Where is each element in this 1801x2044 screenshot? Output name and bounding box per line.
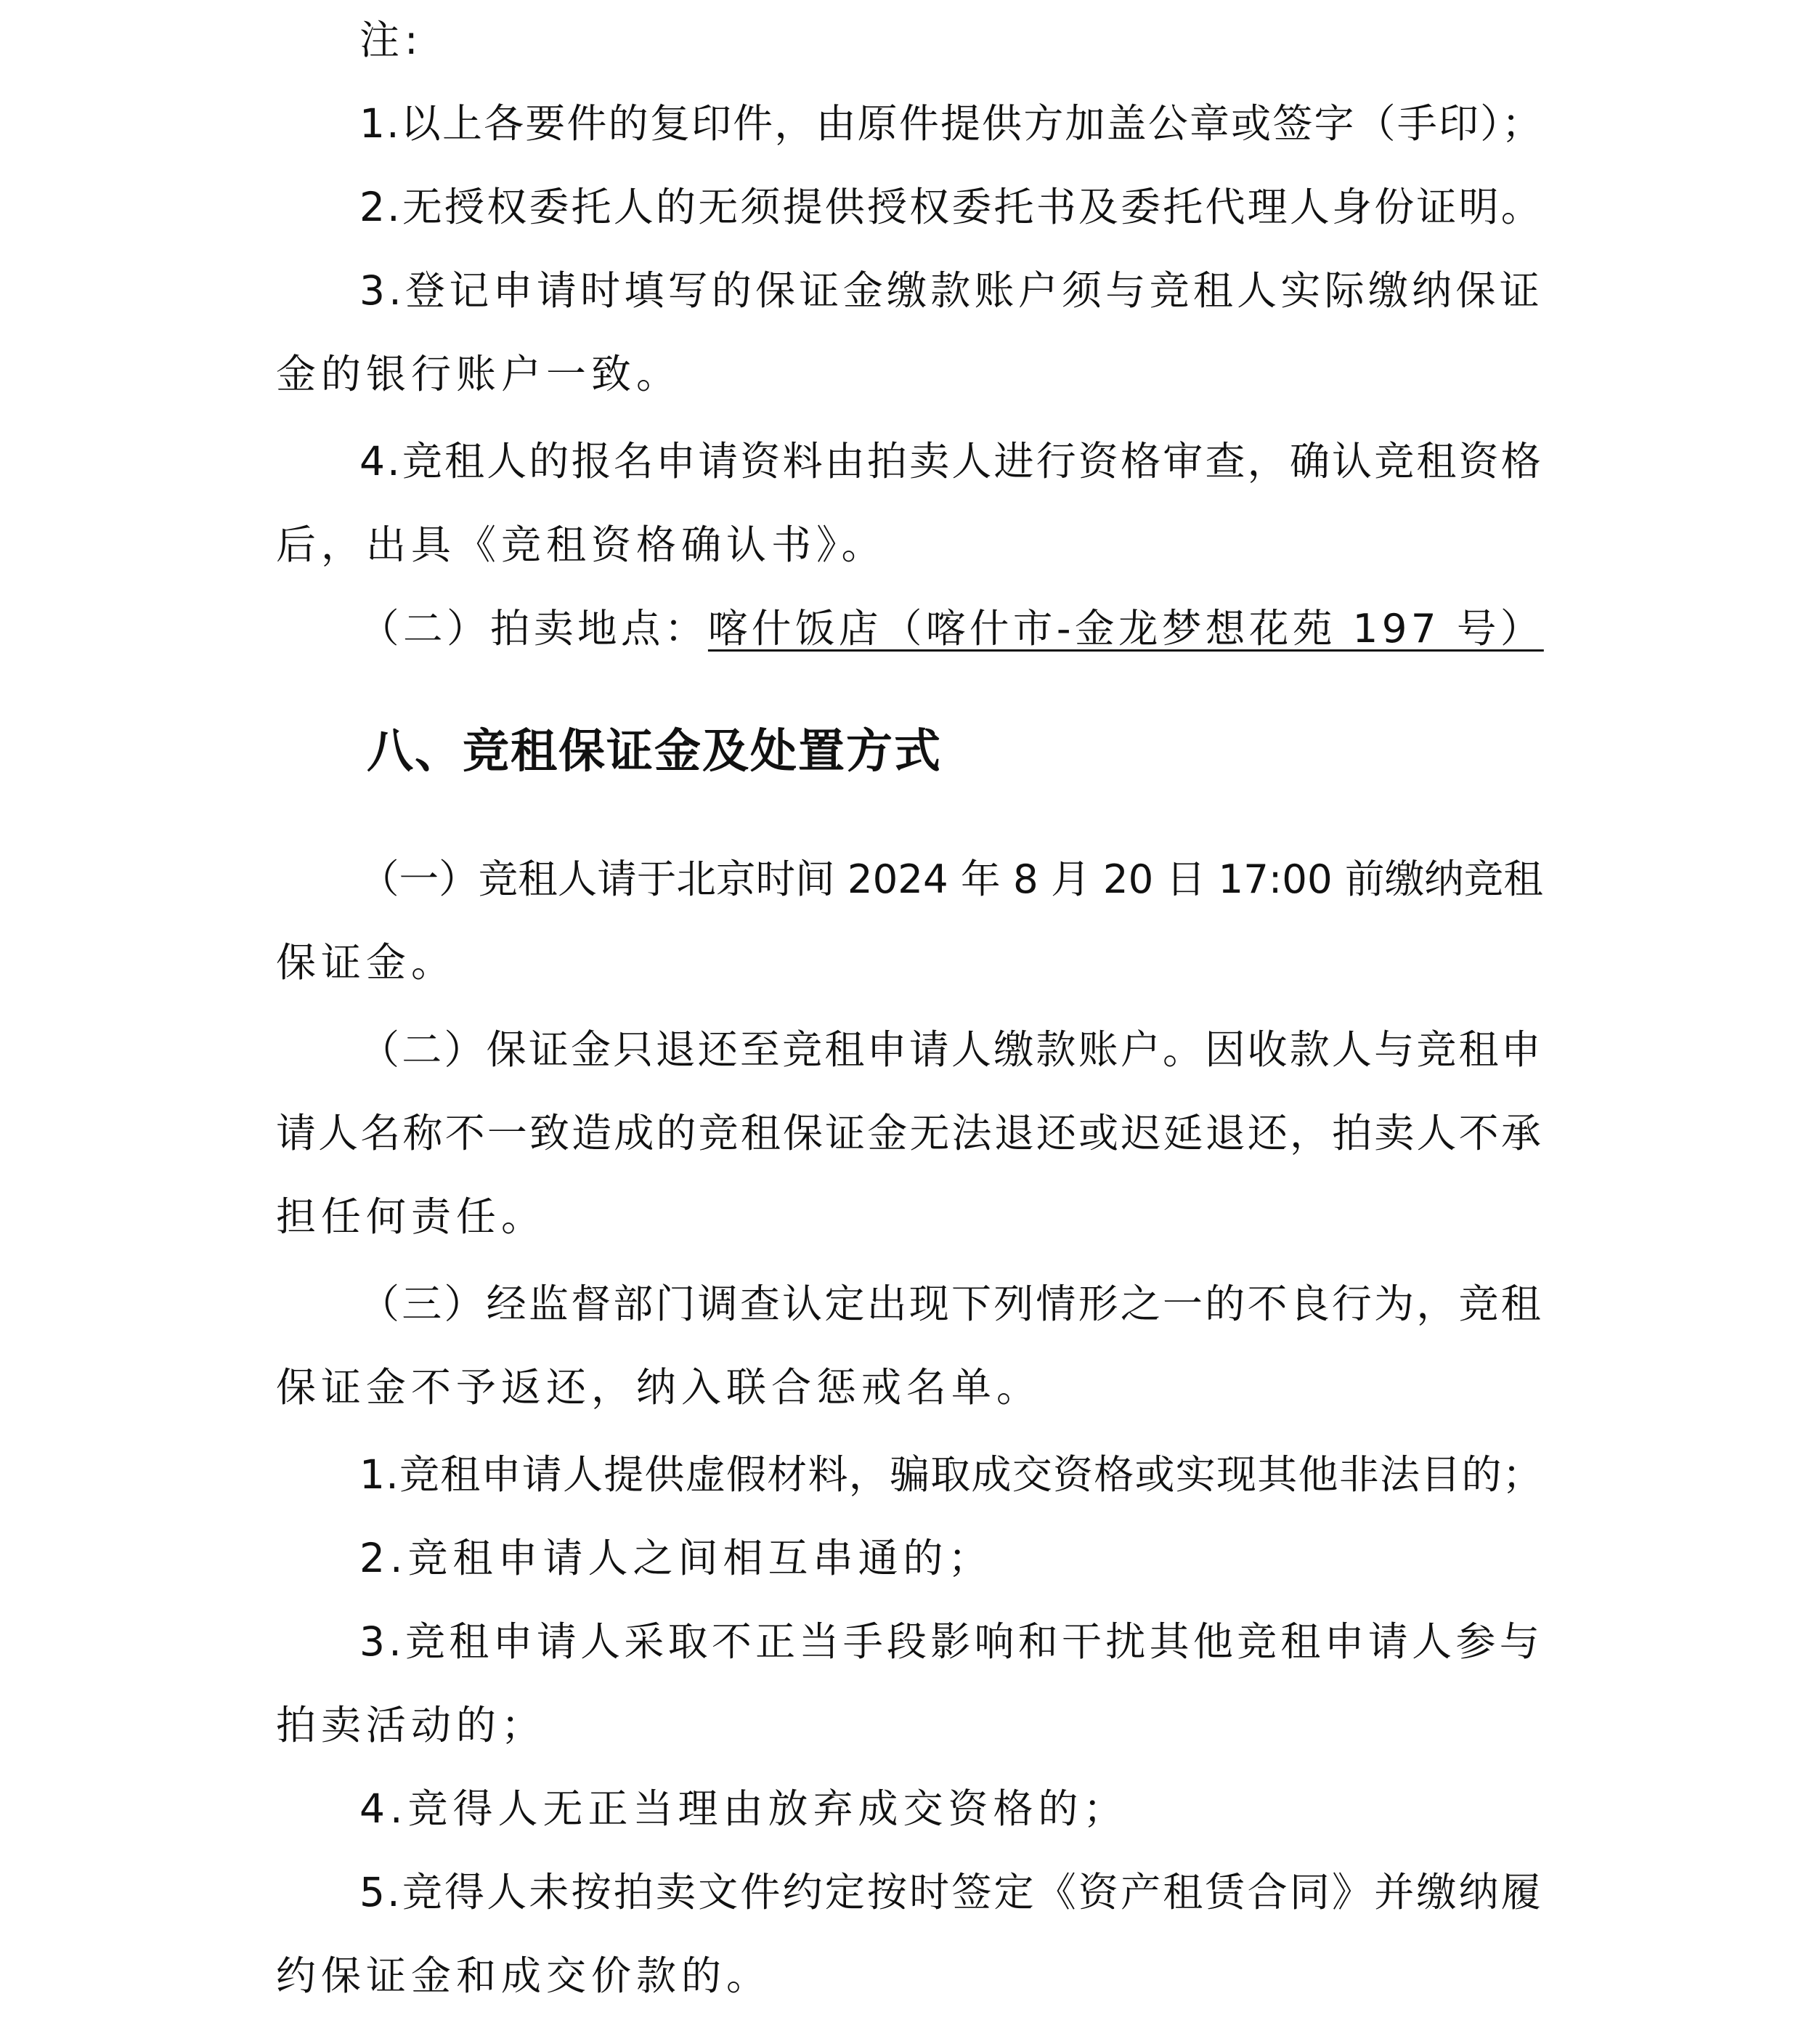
section-8-item-3-line-2: 拍卖活动的； [276, 1702, 547, 1748]
section-8-heading: 八、竞租保证金及处置方式 [367, 725, 942, 779]
note-item-4-line-2: 后，出具《竞租资格确认书》。 [276, 522, 887, 568]
auction-venue-label: （二）拍卖地点： [359, 605, 708, 652]
note-item-4-line-1: 4.竞租人的报名申请资料由拍卖人进行资格审查，确认竞租资格 [359, 438, 1543, 484]
section-8-para-2-line-3: 担任何责任。 [276, 1193, 547, 1240]
note-item-1: 1.以上各要件的复印件，由原件提供方加盖公章或签字（手印）； [359, 100, 1543, 147]
section-8-item-4: 4.竞得人无正当理由放弃成交资格的； [359, 1785, 1129, 1832]
section-8-para-3-line-2: 保证金不予返还，纳入联合惩戒名单。 [276, 1364, 1042, 1411]
section-8-para-2-line-1: （二）保证金只退还至竞租申请人缴款账户。因收款人与竞租申 [359, 1026, 1543, 1073]
section-8-item-2: 2.竞租申请人之间相互串通的； [359, 1535, 993, 1581]
section-8-para-1-line-1: （一）竞租人请于北京时间 2024 年 8 月 20 日 17:00 前缴纳竞租 [359, 856, 1543, 902]
section-8-item-1: 1.竞租申请人提供虚假材料，骗取成交资格或实现其他非法目的； [359, 1451, 1543, 1498]
note-item-3-line-2: 金的银行账户一致。 [276, 351, 682, 397]
section-8-item-5-line-1: 5.竞得人未按拍卖文件约定按时签定《资产租赁合同》并缴纳履 [359, 1869, 1543, 1915]
note-item-3-line-1: 3.登记申请时填写的保证金缴款账户须与竞租人实际缴纳保证 [359, 267, 1543, 314]
auction-venue [359, 603, 1544, 654]
section-8-para-1-line-2: 保证金。 [276, 939, 457, 986]
section-8-para-3-line-1: （三）经监督部门调查认定出现下列情形之一的不良行为，竞租 [359, 1281, 1543, 1327]
section-8-item-3-line-1: 3.竞租申请人采取不正当手段影响和干扰其他竞租申请人参与 [359, 1618, 1543, 1665]
note-item-2: 2.无授权委托人的无须提供授权委托书及委托代理人身份证明。 [359, 184, 1543, 230]
auction-venue-value: 喀什饭店（喀什市-金龙梦想花苑 197 号） [707, 605, 1544, 652]
section-8-item-5-line-2: 约保证金和成交价款的。 [276, 1952, 772, 1999]
notes-label: 注: [359, 17, 423, 63]
section-8-para-2-line-2: 请人名称不一致造成的竞租保证金无法退还或迟延退还，拍卖人不承 [276, 1110, 1543, 1156]
